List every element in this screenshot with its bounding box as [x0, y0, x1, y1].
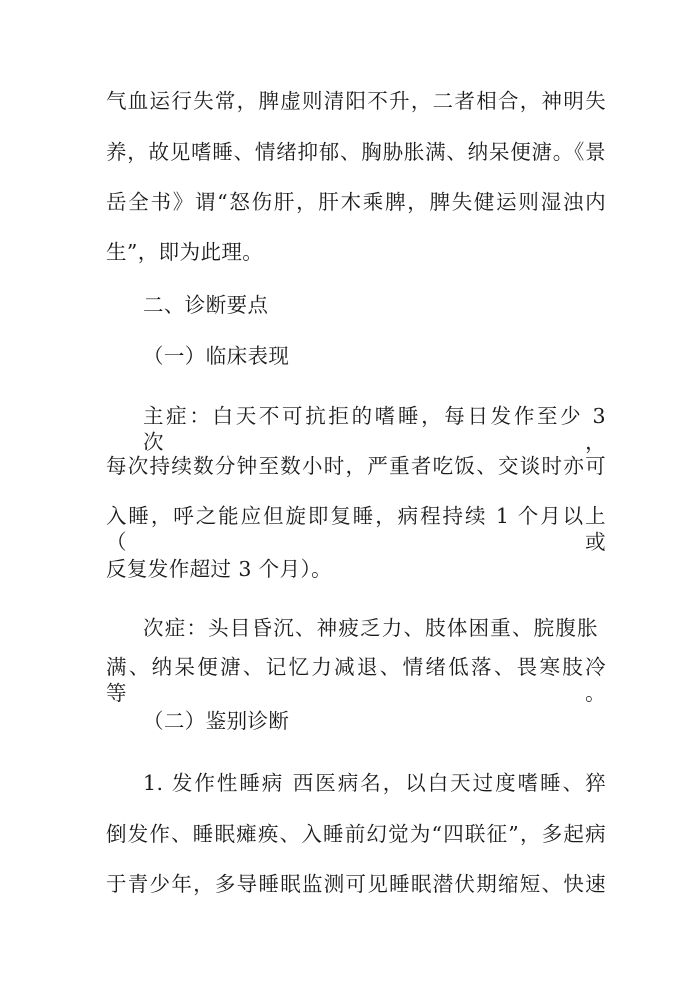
paragraph-line: 主症：白天不可抗拒的嗜睡，每日发作至少 3 次， — [143, 404, 606, 454]
paragraph-line: 倒发作、睡眠瘫痪、入睡前幻觉为“四联征”，多起病 — [106, 822, 606, 846]
paragraph-line: 反复发作超过 3 个月）。 — [106, 557, 333, 581]
paragraph-line: 气血运行失常，脾虚则清阳不升，二者相合，神明失 — [106, 89, 606, 113]
paragraph-line: 岳全书》谓“怒伤肝，肝木乘脾，脾失健运则湿浊内 — [106, 190, 606, 214]
section-heading: 二、诊断要点 — [143, 293, 269, 317]
paragraph-line: 入睡，呼之能应但旋即复睡，病程持续 1 个月以上（或 — [106, 504, 606, 554]
subsection-heading: （一）临床表现 — [143, 344, 290, 368]
paragraph-line: 养，故见嗜睡、情绪抑郁、胸胁胀满、纳呆便溏。《景 — [106, 140, 606, 164]
paragraph-line: 1. 发作性睡病 西医病名，以白天过度嗜睡、猝 — [143, 771, 606, 795]
paragraph-line: 每次持续数分钟至数小时，严重者吃饭、交谈时亦可 — [106, 454, 606, 478]
subsection-heading: （二）鉴别诊断 — [143, 709, 290, 733]
paragraph-line: 于青少年，多导睡眠监测可见睡眠潜伏期缩短、快速 — [106, 872, 606, 896]
paragraph-line: 生”，即为此理。 — [106, 240, 264, 264]
paragraph-line: 次症：头目昏沉、神疲乏力、肢体困重、脘腹胀 — [143, 616, 598, 640]
paragraph-line: 满、纳呆便溏、记忆力减退、情绪低落、畏寒肢冷等。 — [106, 655, 606, 705]
